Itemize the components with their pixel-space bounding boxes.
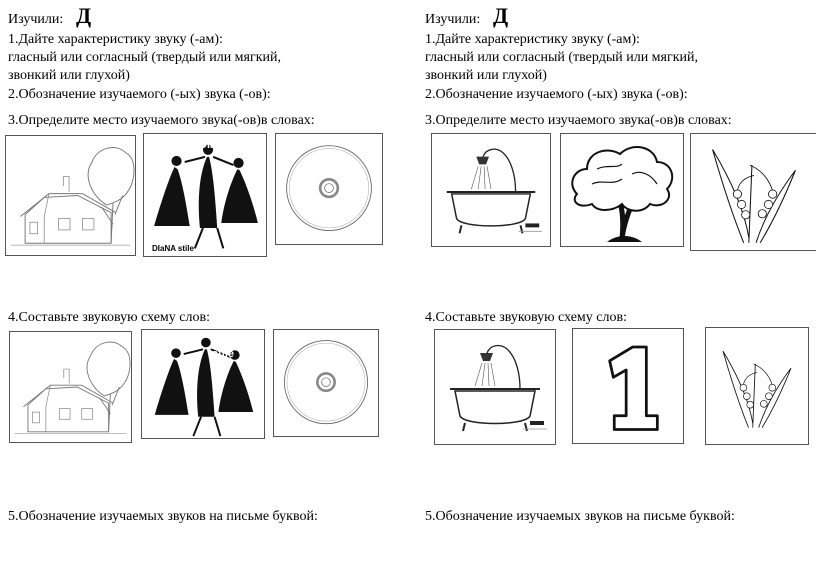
task1-line3: звонкий или глухой) — [425, 68, 547, 83]
lily-of-the-valley-icon — [690, 133, 816, 251]
task1-line3: звонкий или глухой) — [8, 68, 130, 83]
studied-letter: Д — [76, 3, 92, 28]
disc-icon — [273, 329, 379, 437]
task5: 5.Обозначение изучаемых звуков на письме буквой: — [8, 509, 318, 524]
bathtub-icon — [431, 133, 551, 247]
house-tree-icon — [5, 135, 136, 256]
right-worksheet — [418, 0, 816, 569]
dresses-watermark-bottom: DIaNA stile — [152, 244, 194, 253]
task1-line1: 1.Дайте характеристику звуку (-ам): — [425, 32, 640, 47]
studied-label: Изучили: — [8, 12, 64, 27]
studied-letter: Д — [493, 3, 509, 28]
dresses-watermark: DIaNA stile — [212, 336, 245, 360]
task1-line2: гласный или согласный (твердый или мягкий, — [425, 50, 699, 65]
task4: 4.Составьте звуковую схему слов: — [8, 310, 210, 325]
house-tree-icon — [9, 331, 132, 443]
task2: 2.Обозначение изучаемого (-ых) звука (-ов): — [425, 87, 688, 102]
task1-line1: 1.Дайте характеристику звуку (-ам): — [8, 32, 223, 47]
dresses-icon — [141, 329, 265, 439]
dresses-watermark: DIaNA stile — [199, 139, 257, 151]
task3: 3.Определите место изучаемого звука(-ов)в словах: — [8, 113, 315, 128]
digit-one-icon — [572, 328, 684, 444]
disc-icon — [275, 133, 383, 245]
task4: 4.Составьте звуковую схему слов: — [425, 310, 627, 325]
task1-line2: гласный или согласный (твердый или мягкий, — [8, 50, 282, 65]
bathtub-icon — [434, 329, 556, 445]
oak-tree-icon — [560, 133, 684, 247]
task3: 3.Определите место изучаемого звука(-ов)в словах: — [425, 113, 732, 128]
studied-label: Изучили: — [425, 12, 481, 27]
task5: 5.Обозначение изучаемых звуков на письме буквой: — [425, 509, 735, 524]
lily-of-the-valley-icon — [705, 327, 809, 445]
left-worksheet — [0, 0, 400, 569]
task2: 2.Обозначение изучаемого (-ых) звука (-ов): — [8, 87, 271, 102]
dresses-icon — [143, 133, 267, 257]
